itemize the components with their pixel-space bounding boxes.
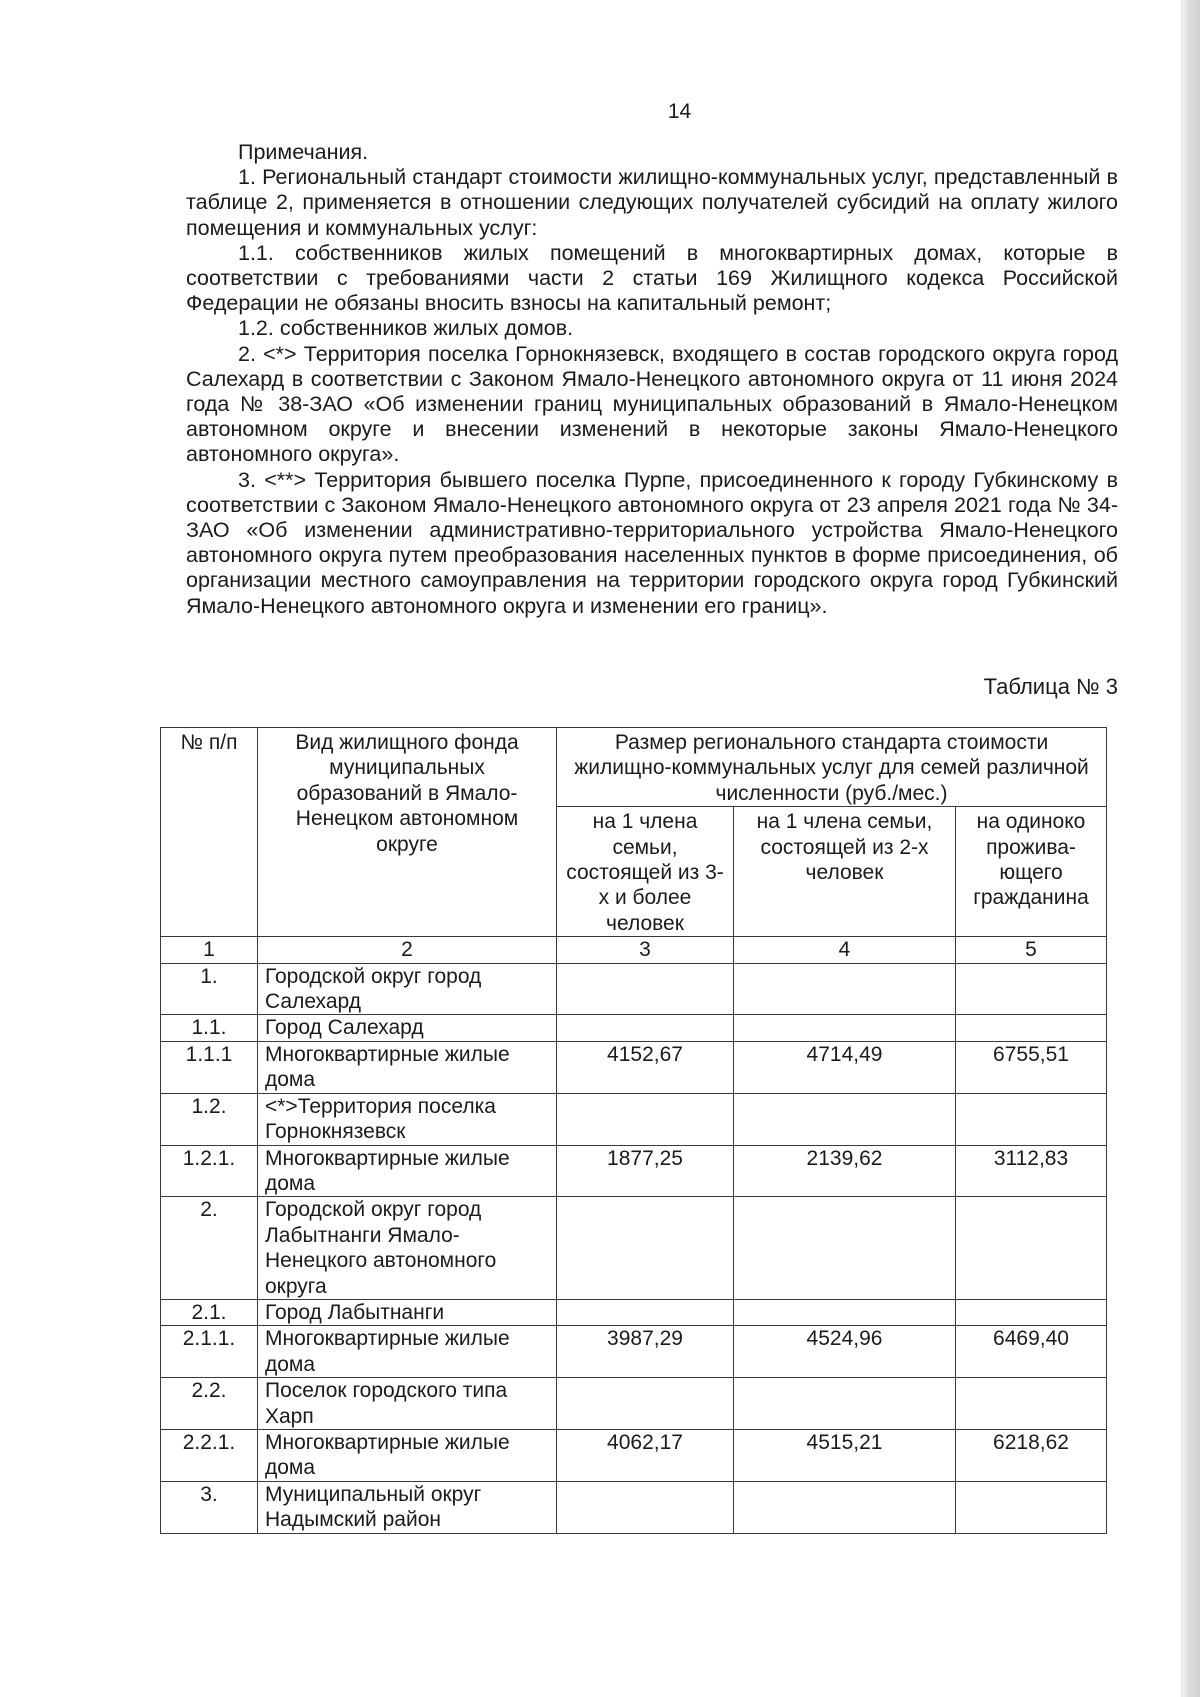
column-number: 2 [258, 937, 557, 963]
value-2 [734, 963, 956, 1015]
value-single [956, 1197, 1107, 1300]
value-2 [734, 1015, 956, 1041]
note-paragraph: 2. <*> Территория поселка Горнокнязевск, входящего в состав городского округа город Салехард в соответствии с Законом Ямало-Ненецкого автономного округа от 11 июня 2024 года № 38-ЗАО «Об изменении границ муниципальных образований в Ямало-Ненецком автономном округе и внесении изменений в некоторые законы Ямало-Ненецкого автономного округа». [186, 341, 1118, 467]
table-row [161, 1197, 1107, 1300]
table-row [161, 1041, 1107, 1093]
column-number: 3 [557, 937, 734, 963]
header-col-3: на 1 члена семьи, состоящей из 3-х и более человек [557, 807, 734, 937]
value-2 [734, 1299, 956, 1325]
note-paragraph: 1. Региональный стандарт стоимости жилищно-коммунальных услуг, представленный в таблице 2, применяется в отношении следующих получателей субсидий на оплату жилого помещения и коммунальных услуг: [186, 165, 1118, 240]
value-2 [734, 1093, 956, 1145]
table-header-row [161, 728, 1107, 807]
value-3plus: 4152,67 [557, 1041, 734, 1093]
column-number: 1 [161, 937, 258, 963]
value-2 [734, 1197, 956, 1300]
column-number-row [161, 937, 1107, 963]
row-name: Многоквартирные жилые дома [258, 1145, 557, 1197]
table-row [161, 1093, 1107, 1145]
row-name: Многоквартирные жилые дома [258, 1326, 557, 1378]
value-single [956, 1378, 1107, 1430]
page-number: 14 [667, 100, 692, 123]
row-name: <*>Территория поселка Горнокнязевск [258, 1093, 557, 1145]
table-row [161, 1429, 1107, 1481]
row-number: 1.2. [161, 1093, 258, 1145]
row-number: 1.1. [161, 1015, 258, 1041]
row-name: Поселок городского типа Харп [258, 1378, 557, 1430]
column-number: 5 [956, 937, 1107, 963]
value-2: 4524,96 [734, 1326, 956, 1378]
header-col-4: на 1 члена семьи, состоящей из 2-х человек [734, 807, 956, 937]
row-name: Многоквартирные жилые дома [258, 1429, 557, 1481]
note-paragraph: 1.1. собственников жилых помещений в многоквартирных домах, которые в соответствии с требованиями части 2 статьи 169 Жилищного кодекса Российской Федерации не обязаны вносить взносы на капитальный ремонт; [186, 240, 1118, 316]
notes-section [186, 140, 1118, 619]
value-3plus [557, 1378, 734, 1430]
row-number: 2.1. [161, 1299, 258, 1325]
row-name: Муниципальный округ Надымский район [258, 1481, 557, 1533]
row-number: 1.2.1. [161, 1145, 258, 1197]
row-name: Город Салехард [258, 1015, 557, 1041]
notes-heading: Примечания. [238, 140, 369, 164]
table-caption: Таблица № 3 [983, 674, 1118, 699]
value-2 [734, 1378, 956, 1430]
value-3plus [557, 1093, 734, 1145]
value-single [956, 1481, 1107, 1533]
value-3plus [557, 1197, 734, 1300]
row-number: 3. [161, 1481, 258, 1533]
table-row [161, 1145, 1107, 1197]
table-row [161, 963, 1107, 1015]
row-name: Город Лабытнанги [258, 1299, 557, 1325]
value-3plus [557, 1299, 734, 1325]
table-row [161, 1378, 1107, 1430]
value-3plus: 4062,17 [557, 1429, 734, 1481]
table-row [161, 1326, 1107, 1378]
row-name: Городской округ город Салехард [258, 963, 557, 1015]
column-number: 4 [734, 937, 956, 963]
value-single [956, 1015, 1107, 1041]
row-number: 2.1.1. [161, 1326, 258, 1378]
header-col-5: на одиноко прожива-ющего гражданина [956, 807, 1107, 937]
value-3plus [557, 963, 734, 1015]
row-number: 2.2. [161, 1378, 258, 1430]
value-3plus [557, 1481, 734, 1533]
value-2: 2139,62 [734, 1145, 956, 1197]
value-single [956, 1299, 1107, 1325]
page-edge-shadow [1181, 0, 1200, 1697]
header-col-name: Вид жилищного фонда муниципальных образований в Ямало-Ненецком автономном округе [258, 728, 557, 937]
value-2 [734, 1481, 956, 1533]
value-single [956, 1093, 1107, 1145]
header-col-group: Размер регионального стандарта стоимости жилищно-коммунальных услуг для семей различной численности (руб./мес.) [557, 728, 1107, 807]
note-paragraph: 3. <**> Территория бывшего поселка Пурпе, присоединенного к городу Губкинскому в соответствии с Законом Ямало-Ненецкого автономного округа от 23 апреля 2021 года № 34-ЗАО «Об изменении административно-территориального устройства Ямало-Ненецкого автономного округа путем преобразования населенных пунктов в форме присоединения, об организации местного самоуправления на территории городского округа город Губкинский Ямало-Ненецкого автономного округа и изменении его границ». [186, 467, 1118, 618]
table-row [161, 1481, 1107, 1533]
value-single [956, 963, 1107, 1015]
table-row [161, 1299, 1107, 1325]
row-name: Городской округ город Лабытнанги Ямало-Ненецкого автономного округа [258, 1197, 557, 1300]
value-single: 6755,51 [956, 1041, 1107, 1093]
value-single: 6218,62 [956, 1429, 1107, 1481]
value-3plus [557, 1015, 734, 1041]
value-single: 6469,40 [956, 1326, 1107, 1378]
standards-table [160, 727, 1107, 1534]
value-3plus: 1877,25 [557, 1145, 734, 1197]
note-paragraph: 1.2. собственников жилых домов. [238, 316, 574, 341]
value-2: 4515,21 [734, 1429, 956, 1481]
row-number: 2. [161, 1197, 258, 1300]
row-number: 1.1.1 [161, 1041, 258, 1093]
value-single: 3112,83 [956, 1145, 1107, 1197]
value-2: 4714,49 [734, 1041, 956, 1093]
header-col-no: № п/п [161, 728, 258, 937]
table-row [161, 1015, 1107, 1041]
row-name: Многоквартирные жилые дома [258, 1041, 557, 1093]
row-number: 2.2.1. [161, 1429, 258, 1481]
value-3plus: 3987,29 [557, 1326, 734, 1378]
row-number: 1. [161, 963, 258, 1015]
